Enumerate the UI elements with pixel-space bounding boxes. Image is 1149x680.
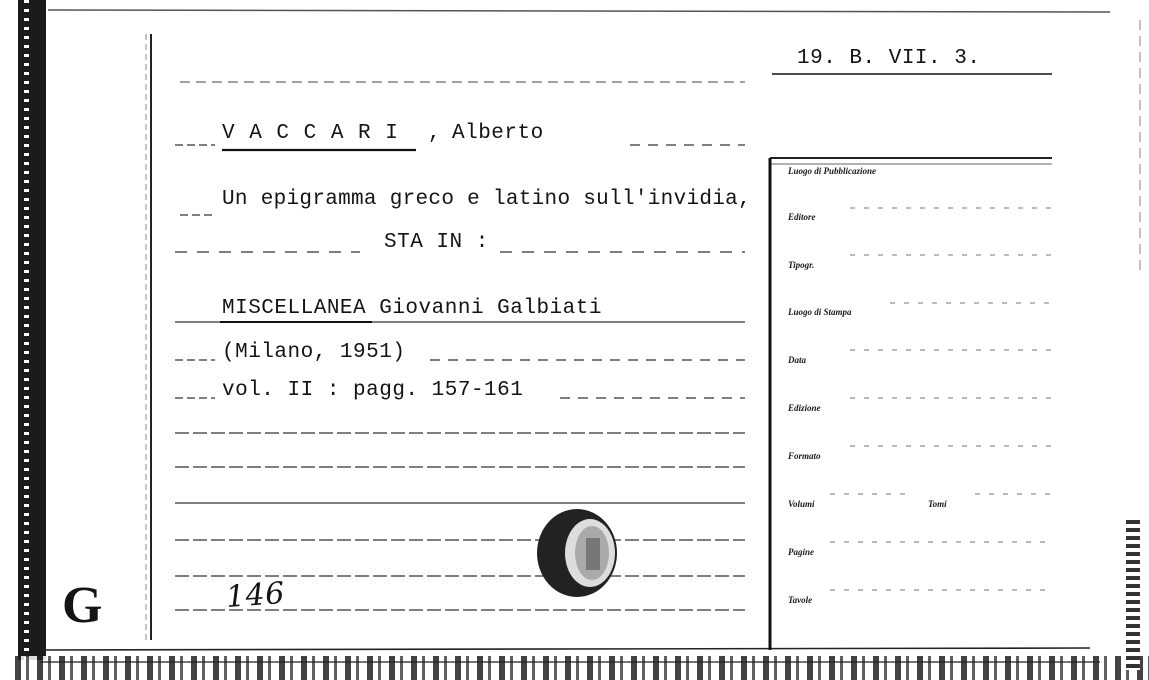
label-tomes: Tomi: [928, 499, 947, 509]
work-title: Un epigramma greco e latino sull'invidia,: [222, 188, 751, 211]
author-surname: V A C C A R I: [222, 122, 399, 145]
volume-pages: vol. II : pagg. 157-161: [222, 379, 524, 402]
collection-title: MISCELLANEA Giovanni Galbiati: [222, 297, 602, 320]
label-place-of-printing: Luogo di Stampa: [788, 307, 852, 317]
shelfmark: 19. B. VII. 3.: [797, 47, 981, 70]
label-printer: Tipogr.: [788, 260, 815, 270]
label-place-of-publication: Luogo di Pubblicazione: [788, 166, 877, 176]
label-date: Data: [788, 355, 806, 365]
section-letter: G: [62, 577, 103, 634]
place-year: (Milano, 1951): [222, 341, 406, 364]
label-plates: Tavole: [788, 595, 813, 605]
label-volumes: Volumi: [788, 499, 815, 509]
label-pages: Pagine: [788, 547, 814, 557]
contained-in-label: STA IN :: [384, 231, 489, 254]
author-given-name: Alberto: [452, 122, 544, 145]
label-format: Formato: [788, 451, 821, 461]
label-publisher: Editore: [788, 212, 816, 222]
label-edition: Edizione: [788, 403, 821, 413]
handwritten-number: 146: [224, 575, 286, 616]
author-separator: ,: [428, 122, 442, 145]
